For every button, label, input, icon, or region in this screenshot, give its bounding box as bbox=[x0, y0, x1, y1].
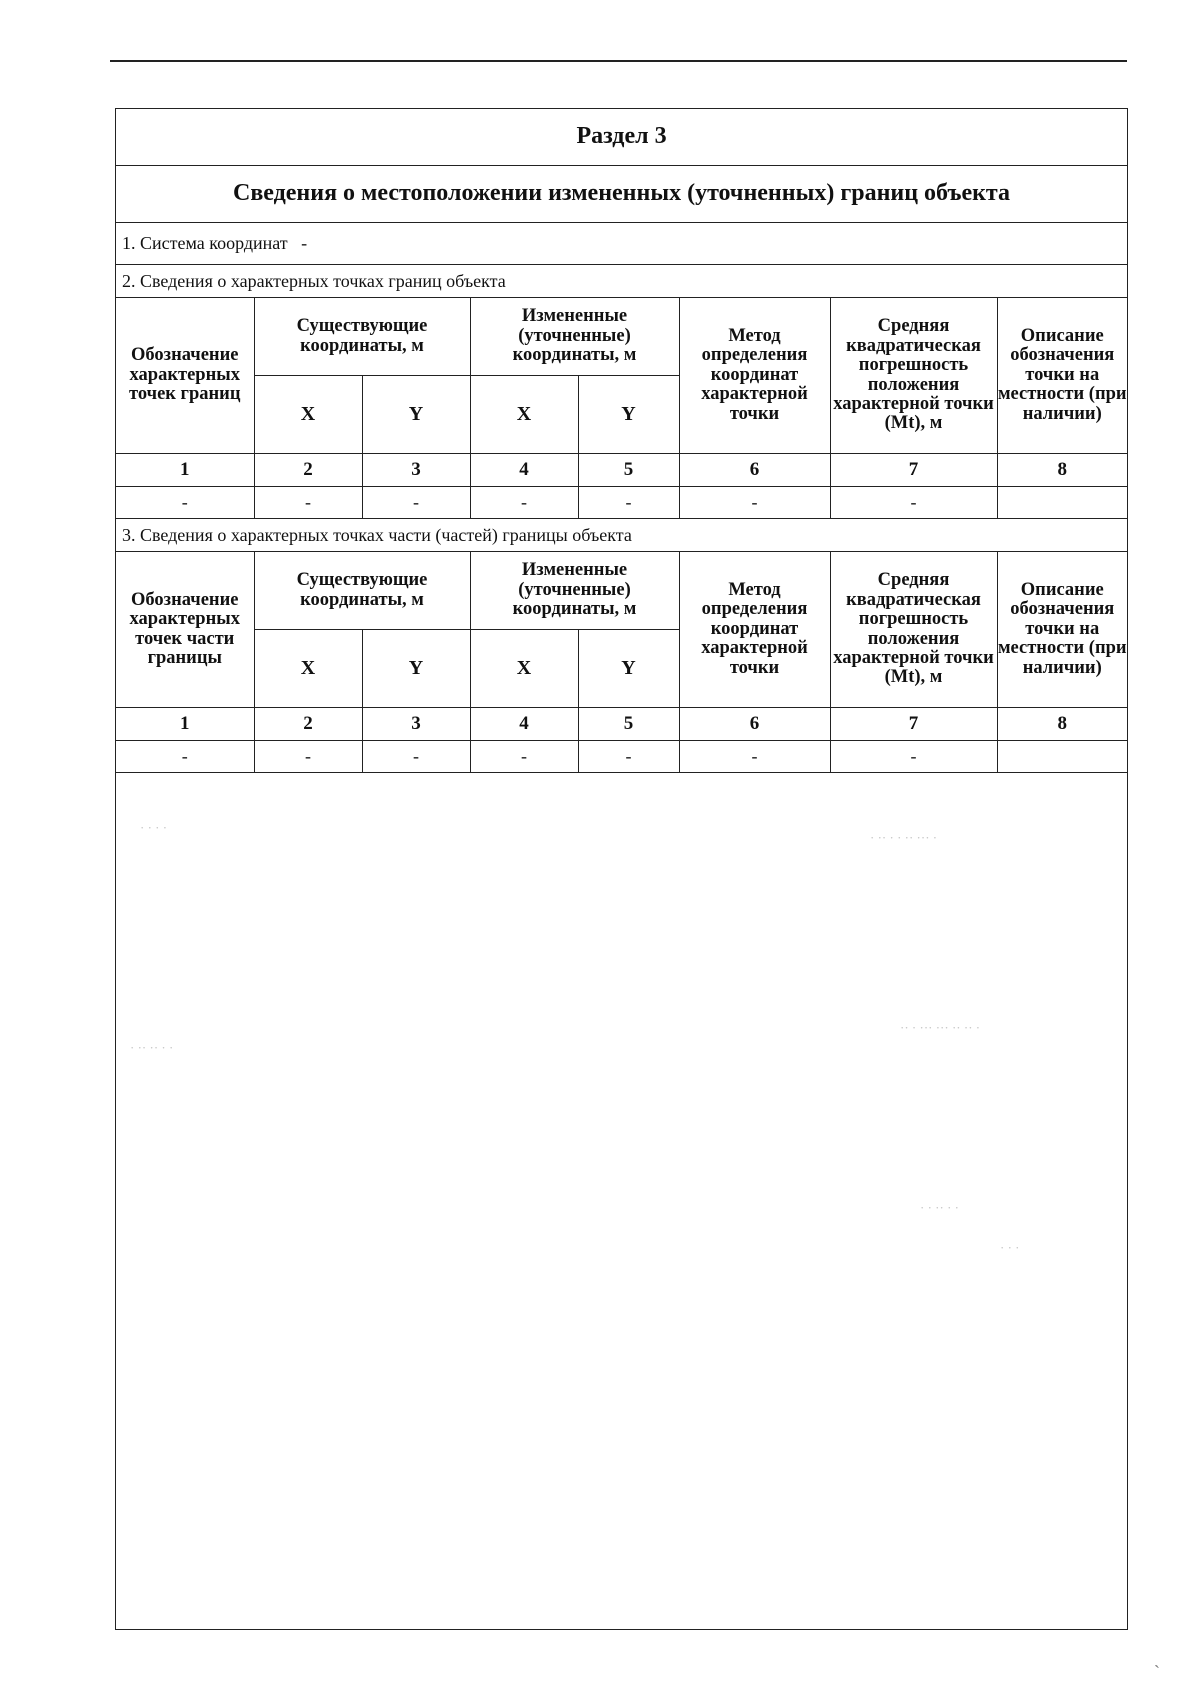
part2-header-changed-x: X bbox=[470, 376, 578, 454]
scan-noise: · ·· · · ·· ··· · bbox=[870, 830, 938, 845]
part3-header-existing-x: X bbox=[254, 630, 362, 708]
table-cell: - bbox=[116, 487, 254, 519]
part2-header-changed-y: Y bbox=[578, 376, 679, 454]
table-cell: - bbox=[578, 487, 679, 519]
table-cell: - bbox=[830, 487, 997, 519]
part3-col-number: 7 bbox=[830, 708, 997, 741]
table-cell: - bbox=[362, 487, 470, 519]
page-title: Сведения о местоположении измененных (уточненных) границ объекта bbox=[116, 166, 1127, 223]
part2-caption: 2. Сведения о характерных точках границ объекта bbox=[116, 265, 1127, 298]
table-cell: - bbox=[254, 487, 362, 519]
scan-noise: ·· · ··· ··· ·· ·· · bbox=[900, 1020, 981, 1035]
table-cell: - bbox=[254, 741, 362, 773]
part2-col-number: 4 bbox=[470, 454, 578, 487]
part2-header-changed: Измененные (уточненные) координаты, м bbox=[470, 298, 679, 376]
part2-col-number: 5 bbox=[578, 454, 679, 487]
part3-caption: 3. Сведения о характерных точках части (частей) границы объекта bbox=[116, 519, 1127, 552]
part2-header-description: Описание обозначения точки на местности (при наличии) bbox=[997, 298, 1127, 454]
corner-mark: ˎ bbox=[1154, 1648, 1160, 1668]
part3-header-error: Средняя квадратическая погрешность положения характерной точки (Mt), м bbox=[830, 552, 997, 708]
part2-col-number: 1 bbox=[116, 454, 254, 487]
top-rule bbox=[110, 60, 1127, 62]
section-heading: Раздел 3 bbox=[116, 109, 1127, 166]
part3-col-number: 2 bbox=[254, 708, 362, 741]
part3-header-changed-x: X bbox=[470, 630, 578, 708]
part2-header-method: Метод определения координат характерной точки bbox=[679, 298, 830, 454]
part2-col-number: 8 bbox=[997, 454, 1127, 487]
coordinate-system-label: 1. Система координат bbox=[122, 233, 288, 254]
part2-col-number: 3 bbox=[362, 454, 470, 487]
section-table bbox=[116, 109, 1127, 773]
part3-col-number: 6 bbox=[679, 708, 830, 741]
scan-noise: · ·· ·· · · bbox=[130, 1040, 174, 1055]
part3-header-designation: Обозначение характерных точек части границы bbox=[116, 552, 254, 708]
coordinate-system-row bbox=[116, 223, 1127, 265]
part3-col-number: 1 bbox=[116, 708, 254, 741]
table-cell: - bbox=[470, 487, 578, 519]
part3-header-changed: Измененные (уточненные) координаты, м bbox=[470, 552, 679, 630]
part3-header-method: Метод определения координат характерной точки bbox=[679, 552, 830, 708]
scan-noise: · · · · bbox=[140, 820, 168, 835]
part3-header-existing: Существующие координаты, м bbox=[254, 552, 470, 630]
table-cell: - bbox=[578, 741, 679, 773]
table-cell: - bbox=[116, 741, 254, 773]
part2-col-number: 2 bbox=[254, 454, 362, 487]
part2-header-error: Средняя квадратическая погрешность положения характерной точки (Mt), м bbox=[830, 298, 997, 454]
part2-col-number: 7 bbox=[830, 454, 997, 487]
scan-noise: · · ·· · · bbox=[920, 1200, 959, 1215]
table-row bbox=[116, 741, 1127, 773]
table-cell: - bbox=[679, 741, 830, 773]
scan-noise: · · · bbox=[1000, 1240, 1020, 1255]
part2-header-existing-x: X bbox=[254, 376, 362, 454]
part3-header-changed-y: Y bbox=[578, 630, 679, 708]
table-cell: - bbox=[830, 741, 997, 773]
part2-header-existing-y: Y bbox=[362, 376, 470, 454]
table-cell: - bbox=[679, 487, 830, 519]
table-cell bbox=[997, 741, 1127, 773]
part3-col-number: 4 bbox=[470, 708, 578, 741]
document-frame bbox=[115, 108, 1128, 1630]
coordinate-system-value: - bbox=[301, 233, 308, 254]
part3-header-existing-y: Y bbox=[362, 630, 470, 708]
table-cell: - bbox=[470, 741, 578, 773]
part2-col-number: 6 bbox=[679, 454, 830, 487]
part3-header-description: Описание обозначения точки на местности (при наличии) bbox=[997, 552, 1127, 708]
part3-col-number: 8 bbox=[997, 708, 1127, 741]
table-cell bbox=[997, 487, 1127, 519]
table-row bbox=[116, 487, 1127, 519]
table-cell: - bbox=[362, 741, 470, 773]
part3-col-number: 5 bbox=[578, 708, 679, 741]
part2-header-designation: Обозначение характерных точек границ bbox=[116, 298, 254, 454]
part3-col-number: 3 bbox=[362, 708, 470, 741]
part2-header-existing: Существующие координаты, м bbox=[254, 298, 470, 376]
